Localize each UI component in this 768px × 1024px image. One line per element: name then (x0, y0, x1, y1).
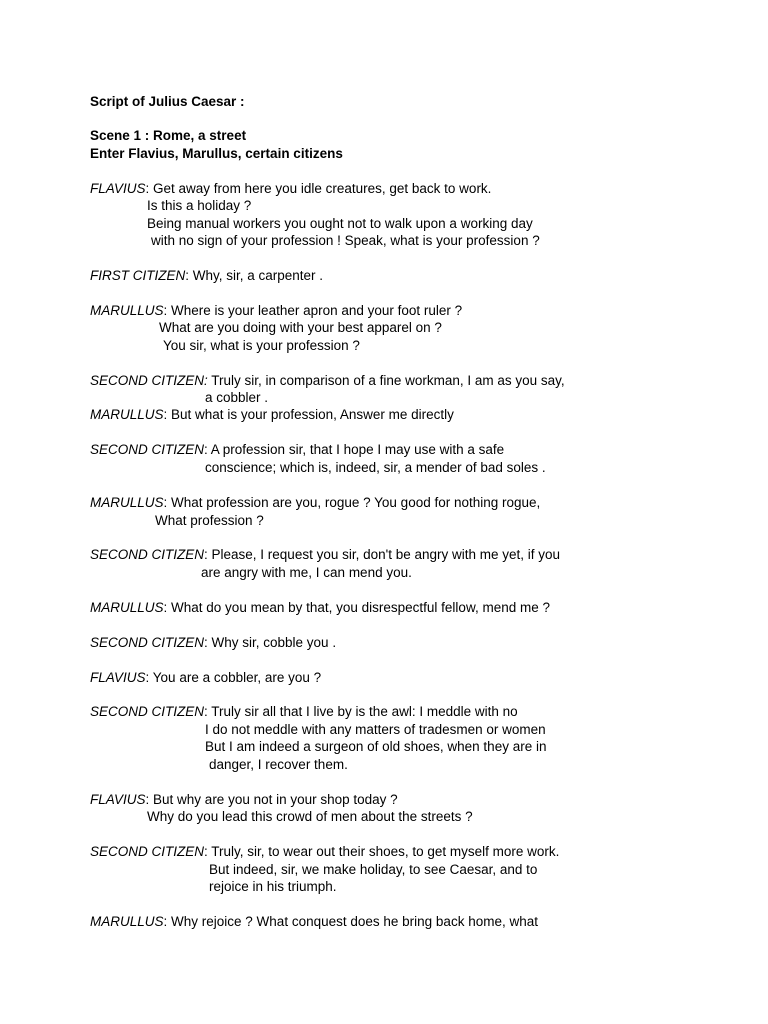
line-text: : Please, I request you sir, don't be angry with me yet, if you (204, 547, 561, 562)
speaker-name: MARULLUS (90, 495, 164, 510)
script-title: Script of Julius Caesar : (90, 94, 245, 109)
line-text: : Truly sir all that I live by is the awl: I meddle with no (204, 704, 518, 719)
speaker-name: SECOND CITIZEN (90, 844, 205, 859)
dialogue-line: What are you doing with your best apparel on ? (159, 320, 442, 335)
speaker-name: FLAVIUS (90, 792, 146, 807)
dialogue-line (90, 494, 540, 511)
line-text: : Why sir, cobble you . (204, 635, 337, 650)
line-text: : Where is your leather apron and your foot ruler ? (163, 303, 463, 318)
dialogue-line: a cobbler . (205, 390, 269, 405)
dialogue-line: Is this a holiday ? (147, 198, 252, 213)
speaker-name: MARULLUS (90, 407, 164, 422)
line-text: : A profession sir, that I hope I may use with a safe (204, 442, 505, 457)
line-text: : Truly, sir, to wear out their shoes, to get myself more work. (204, 844, 560, 859)
speaker-name: SECOND CITIZEN: (90, 373, 208, 388)
dialogue-line (90, 406, 454, 423)
dialogue-line (90, 180, 491, 197)
speaker-name: MARULLUS (90, 914, 164, 929)
dialogue-line: conscience; which is, indeed, sir, a mender of bad soles . (205, 460, 546, 475)
dialogue-line (90, 267, 323, 284)
line-text: : You are a cobbler, are you ? (145, 670, 322, 685)
dialogue-line: rejoice in his triumph. (209, 879, 337, 894)
dialogue-line: are angry with me, I can mend you. (201, 565, 412, 580)
dialogue-line (90, 546, 560, 563)
dialogue-line (90, 372, 565, 389)
line-text: : Get away from here you idle creatures, get back to work. (145, 181, 492, 196)
dialogue-line (90, 302, 462, 319)
line-text: : What profession are you, rogue ? You good for nothing rogue, (163, 495, 541, 510)
dialogue-line: What profession ? (155, 513, 264, 528)
speaker-name: SECOND CITIZEN (90, 635, 205, 650)
speaker-name: FIRST CITIZEN (90, 268, 186, 283)
dialogue-line (90, 634, 336, 651)
dialogue-line: Why do you lead this crowd of men about the streets ? (147, 809, 473, 824)
speaker-name: FLAVIUS (90, 181, 146, 196)
line-text: : Why, sir, a carpenter . (185, 268, 324, 283)
dialogue-line: But indeed, sir, we make holiday, to see Caesar, and to (209, 862, 538, 877)
dialogue-line: But I am indeed a surgeon of old shoes, when they are in (205, 739, 547, 754)
line-text: : Why rejoice ? What conquest does he bring back home, what (163, 914, 538, 929)
stage-direction: Enter Flavius, Marullus, certain citizens (90, 146, 343, 161)
speaker-name: MARULLUS (90, 303, 164, 318)
speaker-name: SECOND CITIZEN (90, 704, 205, 719)
dialogue-line (90, 441, 504, 458)
dialogue-line (90, 669, 321, 686)
line-text: : But what is your profession, Answer me directly (163, 407, 454, 422)
speaker-name: MARULLUS (90, 600, 164, 615)
dialogue-line: Being manual workers you ought not to walk upon a working day (147, 216, 533, 231)
scene-heading: Scene 1 : Rome, a street (90, 128, 247, 143)
speaker-name: SECOND CITIZEN (90, 547, 205, 562)
dialogue-line: I do not meddle with any matters of tradesmen or women (205, 722, 546, 737)
dialogue-line (90, 599, 550, 616)
dialogue-line: with no sign of your profession ! Speak, what is your profession ? (151, 233, 540, 248)
dialogue-line (90, 913, 538, 930)
dialogue-line (90, 791, 398, 808)
dialogue-line (90, 703, 518, 720)
line-text: Truly sir, in comparison of a fine workman, I am as you say, (207, 373, 565, 388)
dialogue-line (90, 843, 559, 860)
dialogue-line: danger, I recover them. (209, 757, 348, 772)
dialogue-line: You sir, what is your profession ? (163, 338, 360, 353)
speaker-name: FLAVIUS (90, 670, 146, 685)
line-text: : What do you mean by that, you disrespectful fellow, mend me ? (163, 600, 550, 615)
line-text: : But why are you not in your shop today ? (145, 792, 398, 807)
speaker-name: SECOND CITIZEN (90, 442, 205, 457)
